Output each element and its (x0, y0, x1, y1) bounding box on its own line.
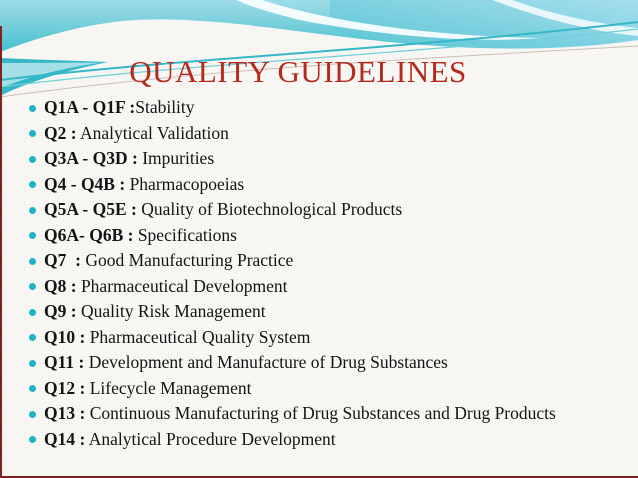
guideline-item (0, 172, 638, 198)
circle-bullet-icon (29, 232, 36, 239)
circle-bullet-icon (29, 385, 36, 392)
item-prefix: Q5A - Q5E : (44, 199, 137, 219)
guideline-item (0, 197, 638, 223)
item-text: Specifications (133, 224, 237, 245)
item-text: Pharmaceutical Quality System (85, 326, 311, 347)
circle-bullet-icon (29, 411, 36, 418)
item-prefix: Q1A - Q1F : (44, 97, 136, 117)
circle-bullet-icon (29, 207, 36, 214)
circle-bullet-icon (29, 334, 36, 341)
left-edge-border (0, 26, 2, 478)
item-text: Quality Risk Management (76, 301, 266, 321)
item-text: Good Manufacturing Practice (80, 250, 294, 270)
item-text: Quality of Biotechnological Products (136, 199, 403, 219)
item-prefix: Q2 : (44, 122, 77, 143)
guideline-item (0, 376, 638, 402)
item-prefix: Q9 : (44, 301, 77, 321)
guideline-item (0, 427, 638, 453)
circle-bullet-icon (29, 156, 36, 163)
guideline-item (0, 223, 638, 249)
item-text: Pharmaceutical Development (76, 275, 288, 296)
item-prefix: Q13 : (44, 403, 86, 423)
item-prefix: Q12 : (44, 377, 86, 398)
item-prefix: Q7 : (44, 250, 81, 270)
item-prefix: Q10 : (44, 326, 86, 347)
guideline-item (0, 121, 638, 147)
item-prefix: Q14 : (44, 428, 86, 449)
guideline-item (0, 95, 638, 121)
guideline-item (0, 401, 638, 427)
guideline-list (0, 95, 638, 452)
item-text: Lifecycle Management (85, 377, 252, 398)
circle-bullet-icon (29, 436, 36, 443)
guideline-item (0, 325, 638, 351)
guideline-item (0, 248, 638, 274)
circle-bullet-icon (29, 360, 36, 367)
item-prefix: Q11 : (44, 352, 85, 372)
guideline-item (0, 146, 638, 172)
item-text: Impurities (137, 148, 215, 168)
guideline-item (0, 299, 638, 325)
circle-bullet-icon (29, 309, 36, 316)
item-text: Analytical Validation (76, 122, 229, 143)
item-text: Development and Manufacture of Drug Substances (84, 352, 448, 372)
circle-bullet-icon (29, 283, 36, 290)
slide-title: QUALITY GUIDELINES (129, 54, 467, 89)
item-text: Continuous Manufacturing of Drug Substances and Drug Products (85, 403, 556, 423)
item-text: Pharmacopoeias (125, 173, 245, 194)
circle-bullet-icon (29, 258, 36, 265)
circle-bullet-icon (29, 105, 36, 112)
guideline-item (0, 274, 638, 300)
item-prefix: Q6A- Q6B : (44, 224, 134, 245)
item-prefix: Q3A - Q3D : (44, 148, 138, 168)
item-text: Stability (135, 97, 195, 117)
item-prefix: Q4 - Q4B : (44, 173, 126, 194)
circle-bullet-icon (29, 130, 36, 137)
circle-bullet-icon (29, 181, 36, 188)
item-prefix: Q8 : (44, 275, 77, 296)
guideline-item (0, 350, 638, 376)
item-text: Analytical Procedure Development (85, 428, 336, 449)
